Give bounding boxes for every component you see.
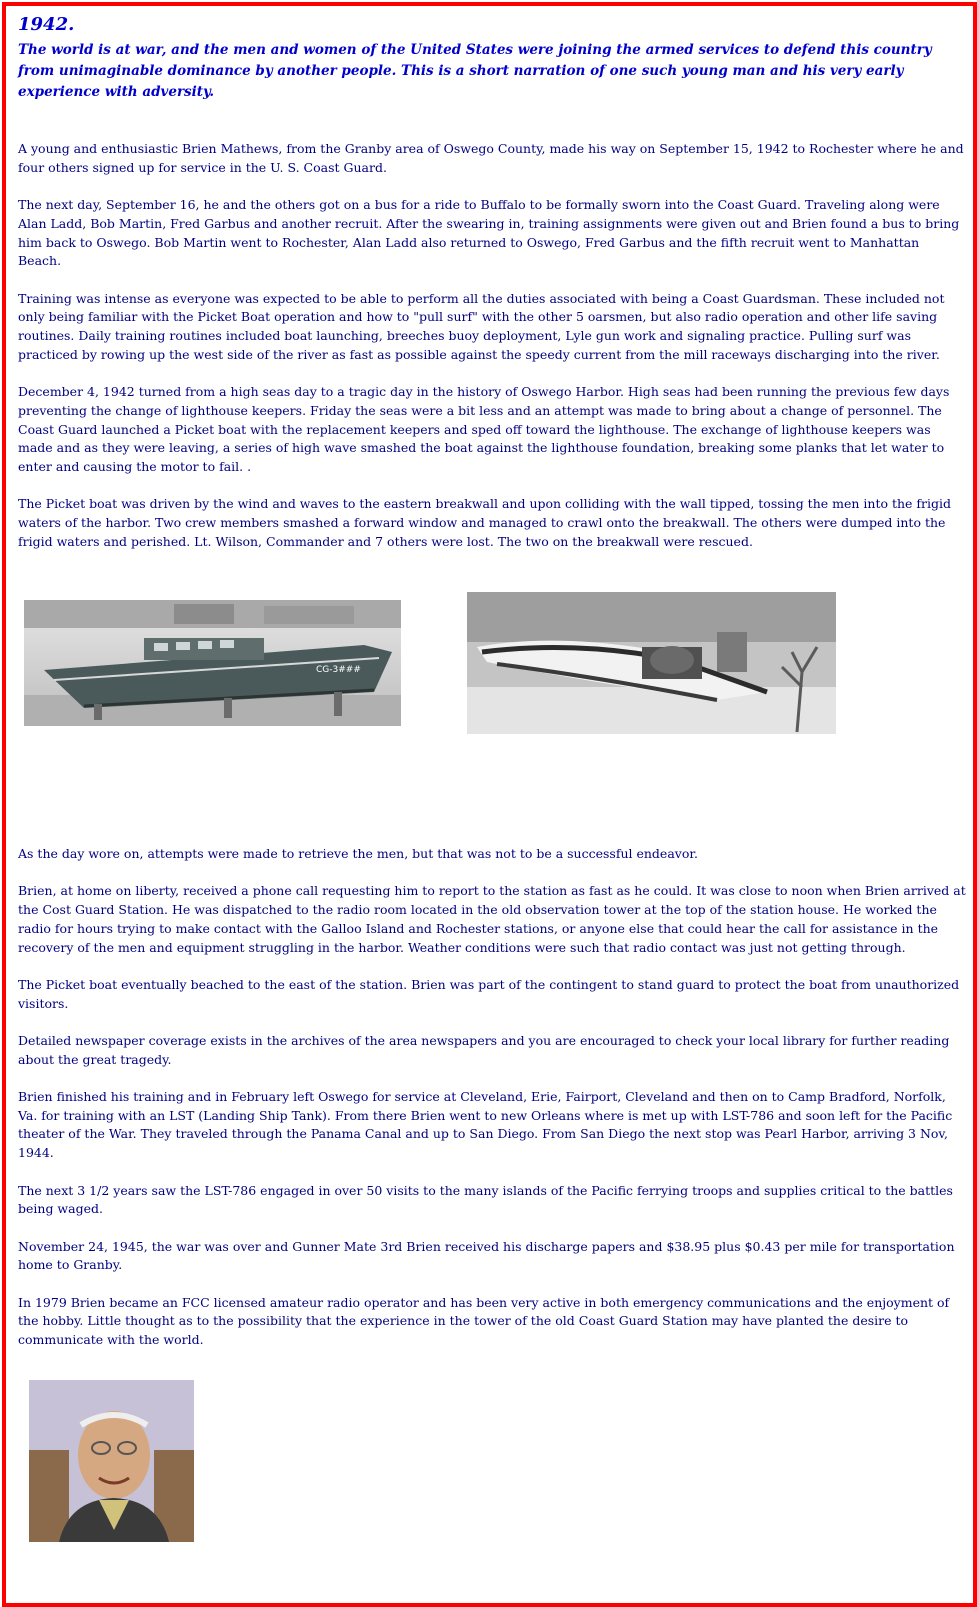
paragraph-radio-room: Brien, at home on liberty, received a phone call requesting him to report to the station as fast as he could. It was close to noon when Brien arrived at the Cost Guard Station. He was dispatched to the radio room located in the old observation tower at the top of the station house. He worked the radio for hours trying to make contact with the Galloo Island and Rochester stations, or anyone else that could hear the call for assistance in the recovery of the men and equipment struggling in the harbor. Weather conditions were such that radio contact was just not getting through.	[18, 883, 966, 955]
intro-paragraph: The world is at war, and the men and women of the United States were joining the armed services to defend this country from unimaginable dominance by another people. This is a short narration of one such young man and his very early experience with adversity.	[18, 42, 932, 100]
paragraph-enlistment: A young and enthusiastic Brien Mathews, from the Granby area of Oswego County, made his way on September 15, 1942 to Rochester where he and four others signed up for service in the U. S. Coast Guard.	[18, 141, 964, 175]
photo-picket-boat-beached	[467, 592, 836, 734]
paragraph-training: Training was intense as everyone was expected to be able to perform all the duties associated with being a Coast Guardsman. These included not only being familiar with the Picket Boat operation and how to "pull surf" with the other 5 oarsmen, but also radio operation and other life saving routines. Daily training routines included boat launching, breeches buoy deployment, Lyle gun work and signaling practice. Pulling surf was practiced by rowing up the west side of the river as fast as possible against the speedy current from the mill raceways discharging into the river.	[18, 290, 945, 362]
story-part-2	[18, 845, 966, 1369]
paragraph-pacific: The next 3 1/2 years saw the LST-786 engaged in over 50 visits to the many islands of the Pacific ferrying troops and supplies critical to the battles being waged.	[18, 1182, 953, 1217]
paragraph-newspaper: Detailed newspaper coverage exists in the archives of the area newspapers and you are encouraged to check your local library for further reading about the great tragedy.	[18, 1032, 950, 1067]
paragraph-beached: The Picket boat eventually beached to the east of the station. Brien was part of the contingent to stand guard to protect the boat from unauthorized visitors.	[18, 976, 960, 1011]
paragraph-capsize: The Picket boat was driven by the wind and waves to the eastern breakwall and upon colliding with the wall tipped, tossing the men into the frigid waters of the harbor. Two crew members smashed a forward window and managed to crawl onto the breakwall. The others were dumped into the frigid waters and perished. Lt. Wilson, Commander and 7 others were lost. The two on the breakwall were rescued.	[18, 496, 952, 549]
paragraph-ham-radio: In 1979 Brien became an FCC licensed amateur radio operator and has been very active in both emergency communications and the enjoyment of the hobby. Little thought as to the possibility that the experience in the tower of the old Coast Guard Station may have planted the desire to communicate with the world.	[18, 1294, 950, 1348]
paragraph-discharge: November 24, 1945, the war was over and Gunner Mate 3rd Brien received his discharge papers and $38.95 plus $0.43 per mile for transportation home to Granby.	[18, 1238, 955, 1273]
photo-portrait-brien	[29, 1380, 194, 1542]
paragraph-sworn-in: The next day, September 16, he and the others got on a bus for a ride to Buffalo to be formally sworn into the Coast Guard. Traveling along were Alan Ladd, Bob Martin, Fred Garbus and another recruit. After the swearing in, training assignments were given out and Brien found a bus to bring him back to Oswego. Bob Martin went to Rochester, Alan Ladd also returned to Oswego, Fred Garbus and the fifth recruit went to Manhattan Beach.	[18, 197, 960, 269]
photo-picket-boat-on-cradle	[24, 600, 401, 726]
paragraph-lst-786: Brien finished his training and in February left Oswego for service at Cleveland, Erie, Fairport, Cleveland and then on to Camp Bradford, Norfolk, Va. for training with an LST (Landing Ship Tank). From there Brien went to new Orleans where is met up with LST-786 and soon left for the Pacific theater of the War. They traveled through the Panama Canal and up to San Diego. From San Diego the next stop was Pearl Harbor, arriving 3 Nov, 1944.	[18, 1089, 953, 1161]
boat-hull-number: CG-3###	[316, 665, 361, 675]
page-title-year: 1942.	[18, 14, 75, 35]
paragraph-retrieval: As the day wore on, attempts were made to retrieve the men, but that was not to be a successful endeavor.	[18, 846, 698, 861]
paragraph-december-4: December 4, 1942 turned from a high seas day to a tragic day in the history of Oswego Harbor. High seas had been running the previous few days preventing the change of lighthouse keepers. Friday the seas were a bit less and an attempt was made to bring about a change of personnel. The Coast Guard launched a Picket boat with the replacement keepers and sped off toward the lighthouse. The exchange of lighthouse keepers was made and as they were leaving, a series of high wave smashed the boat against the lighthouse foundation, breaking some planks that let water to enter and causing the motor to fail. .	[18, 384, 950, 474]
story-part-1	[18, 140, 966, 570]
